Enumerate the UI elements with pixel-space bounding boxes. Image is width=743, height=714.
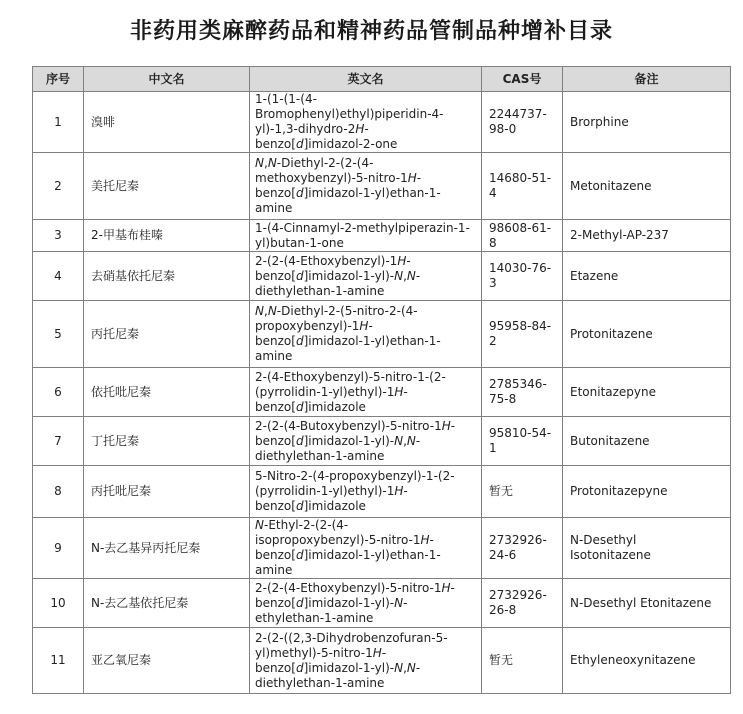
- cell-chinese-name: N-去乙基异丙托尼秦: [84, 518, 250, 579]
- cell-chinese-name: 亚乙氧尼秦: [84, 628, 250, 694]
- cell-cas: 2732926-26-8: [482, 579, 563, 628]
- cell-index: 6: [33, 368, 84, 417]
- header-index: 序号: [33, 67, 84, 92]
- cell-index: 1: [33, 92, 84, 153]
- cell-cas: 14680-51-4: [482, 153, 563, 220]
- cell-cas: 2732926-24-6: [482, 518, 563, 579]
- table-row: [33, 417, 731, 466]
- cell-note: Metonitazene: [563, 153, 731, 220]
- cell-cas: 95810-54-1: [482, 417, 563, 466]
- cell-english-name: N,N-Diethyl-2-(5-nitro-2-(4- propoxybenzyl)-1H- benzo[d]imidazol-1-yl)ethan-1- amine: [250, 301, 482, 368]
- cell-note: Brorphine: [563, 92, 731, 153]
- cell-chinese-name: 溴啡: [84, 92, 250, 153]
- table-row: [33, 92, 731, 153]
- cell-index: 7: [33, 417, 84, 466]
- cell-cas: 暂无: [482, 466, 563, 518]
- cell-cas: 2785346-75-8: [482, 368, 563, 417]
- table-row: [33, 466, 731, 518]
- cell-cas: 95958-84-2: [482, 301, 563, 368]
- cell-english-name: 2-(4-Ethoxybenzyl)-5-nitro-1-(2- (pyrrolidin-1-yl)ethyl)-1H- benzo[d]imidazole: [250, 368, 482, 417]
- cell-chinese-name: 丙托尼秦: [84, 301, 250, 368]
- cell-cas: 14030-76-3: [482, 252, 563, 301]
- table-row: [33, 301, 731, 368]
- cell-index: 9: [33, 518, 84, 579]
- cell-note: N-Desethyl Etonitazene: [563, 579, 731, 628]
- table-header-row: [33, 67, 731, 92]
- cell-chinese-name: 美托尼秦: [84, 153, 250, 220]
- table-body: [33, 92, 731, 694]
- cell-english-name: 2-(2-(4-Ethoxybenzyl)-1H- benzo[d]imidazol-1-yl)-N,N- diethylethan-1-amine: [250, 252, 482, 301]
- cell-index: 3: [33, 220, 84, 252]
- cell-index: 2: [33, 153, 84, 220]
- header-cas: CAS号: [482, 67, 563, 92]
- cell-english-name: 1-(4-Cinnamyl-2-methylpiperazin-1- yl)butan-1-one: [250, 220, 482, 252]
- cell-index: 10: [33, 579, 84, 628]
- cell-english-name: 2-(2-(4-Ethoxybenzyl)-5-nitro-1H- benzo[d]imidazol-1-yl)-N- ethylethan-1-amine: [250, 579, 482, 628]
- cell-chinese-name: 丙托吡尼秦: [84, 466, 250, 518]
- table-row: [33, 252, 731, 301]
- cell-cas: 98608-61-8: [482, 220, 563, 252]
- drug-list-table: [32, 66, 731, 694]
- cell-note: N-Desethyl Isotonitazene: [563, 518, 731, 579]
- cell-index: 4: [33, 252, 84, 301]
- header-note: 备注: [563, 67, 731, 92]
- table-row: [33, 518, 731, 579]
- table-row: [33, 153, 731, 220]
- cell-note: Ethyleneoxynitazene: [563, 628, 731, 694]
- cell-note: Etazene: [563, 252, 731, 301]
- cell-note: Etonitazepyne: [563, 368, 731, 417]
- cell-english-name: 2-(2-((2,3-Dihydrobenzofuran-5- yl)methyl)-5-nitro-1H- benzo[d]imidazol-1-yl)-N,N- diethylethan-1-amine: [250, 628, 482, 694]
- table-row: [33, 368, 731, 417]
- cell-english-name: 1-(1-(1-(4- Bromophenyl)ethyl)piperidin-4- yl)-1,3-dihydro-2H- benzo[d]imidazol-2-one: [250, 92, 482, 153]
- cell-chinese-name: 丁托尼秦: [84, 417, 250, 466]
- header-chinese-name: 中文名: [84, 67, 250, 92]
- page-title: 非药用类麻醉药品和精神药品管制品种增补目录: [129, 19, 613, 44]
- cell-note: 2-Methyl-AP-237: [563, 220, 731, 252]
- cell-index: 8: [33, 466, 84, 518]
- cell-index: 5: [33, 301, 84, 368]
- cell-cas: 2244737-98-0: [482, 92, 563, 153]
- table-row: [33, 220, 731, 252]
- cell-index: 11: [33, 628, 84, 694]
- cell-chinese-name: N-去乙基依托尼秦: [84, 579, 250, 628]
- cell-chinese-name: 去硝基依托尼秦: [84, 252, 250, 301]
- header-english-name: 英文名: [250, 67, 482, 92]
- cell-english-name: N,N-Diethyl-2-(2-(4- methoxybenzyl)-5-nitro-1H- benzo[d]imidazol-1-yl)ethan-1- amine: [250, 153, 482, 220]
- cell-english-name: 2-(2-(4-Butoxybenzyl)-5-nitro-1H- benzo[d]imidazol-1-yl)-N,N- diethylethan-1-amine: [250, 417, 482, 466]
- cell-english-name: 5-Nitro-2-(4-propoxybenzyl)-1-(2- (pyrrolidin-1-yl)ethyl)-1H- benzo[d]imidazole: [250, 466, 482, 518]
- cell-note: Protonitazepyne: [563, 466, 731, 518]
- cell-note: Butonitazene: [563, 417, 731, 466]
- cell-chinese-name: 2-甲基布桂嗪: [84, 220, 250, 252]
- table-row: [33, 628, 731, 694]
- cell-chinese-name: 依托吡尼秦: [84, 368, 250, 417]
- cell-note: Protonitazene: [563, 301, 731, 368]
- cell-cas: 暂无: [482, 628, 563, 694]
- cell-english-name: N-Ethyl-2-(2-(4- isopropoxybenzyl)-5-nitro-1H- benzo[d]imidazol-1-yl)ethan-1- amine: [250, 518, 482, 579]
- table-row: [33, 579, 731, 628]
